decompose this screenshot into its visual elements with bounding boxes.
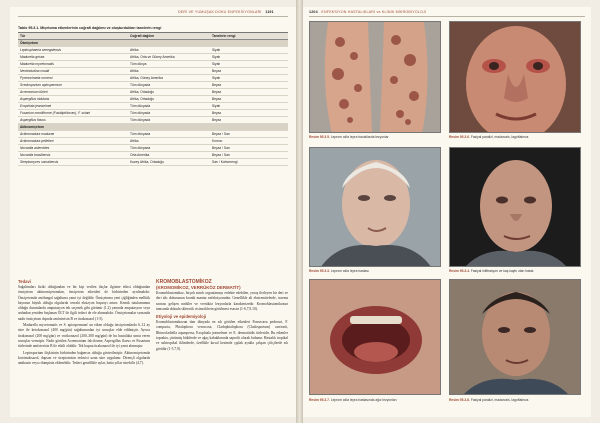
table-cell: Madurella mycetomatis [20,61,54,66]
paragraph: Kromoblastomikozun tüm dünyada en sık görülen etkenleri Fonsecaea pedrosoi, F. compacta, Phialophora verrucosa, Cladophialophora (Cladosporium) carrionii, Rhinocladiella aquaspersa, Exophiala jeanselmei ve E. dermatitidis türleridir. Bu etkenler toprakta, çürümüş bitkilerde ve ağaç kabuklarında saprofit olarak bulunur. Hastalık tropikal ve subtropikal iklimlerde, özellikle kırsal kesimde çıplak ayakla çalışan çiftçilerde sık görülür (1-5,7,9). [156,320,288,351]
table-header-cell: Coğrafi dağılım [130,33,154,38]
table-cell: Orta Amerika [130,152,150,157]
table-row [18,110,288,117]
table-row [18,159,288,166]
table-cell: Actinomadura madurae [20,131,55,136]
table-cell: Tüm dünyada [130,103,151,108]
table-cell: Beyaz [212,96,222,101]
table-cell: Tüm dünyada [130,145,151,150]
table-body [18,40,288,166]
table-cell: Actinomadura pelletieri [20,138,54,143]
table-cell: Beyaz [212,89,222,94]
table-cell: Beyaz / Sarı [212,152,230,157]
chapter-subtitle: (KROMOMİKOZ, VERRÜKÖZ DERMATİT) [156,285,241,290]
table-row [18,82,288,89]
facial-paralysis-illustration [450,148,581,267]
table-header-row [18,33,288,40]
table-cell: Siyah [212,103,221,108]
paragraph: Kromoblastomikoz, birçok sınırlı organizmayı enfekte edebilen, yavaş ilerleyen bir deri ve deri altı dokusunun kronik mantar enfeksiyonudur. Genellikle alt ekstremitelerde, travma sonrası gelişen nodüler ve verrüköz lezyonlarla karakterizedir. Kromoblastomikozun tanısında dokuda sklerotik cisimciklerin görülmesi esastır (1-6,7,9,10). [156,291,288,311]
table-cell: Aspergillus flavus [20,117,46,122]
table-cell: Neotestudina rosatii [20,68,50,73]
table-header-cell: Tür [20,33,26,38]
header-rule [18,16,288,17]
figure-label: Resim 95.3.5. [309,135,330,139]
figure-caption-text: Fasiyal paralizi, madarozis, lagoftalmus [470,398,529,402]
paragraph: Leptosporium ilişkisinin birbirinden bağımsız olduğu gösterilmiştir. Aktinomiçetomda kotrimoksazol, dapson ve streptomisin tedavisi uzun süre uygulanır. Dirençli olgularda amikasin veya rifampisin eklenebilir. Tedavi genellikle aylar, hatta yıllar sürebilir (4,7). [18,350,150,366]
left-page [10,7,296,417]
paragraph: Madurella mycetomatis ve S. apiospermum' un etken olduğu önsiçetomlarda 6–12 ay süre ile ketokonazol (400 mg/gün) sağaltımından iyi sonuçlar elde edilmiştir. Ayrıca itrakonazol (200 mg/gün) ve vorikonazol (200–300 mg/gün) de bu hastalıkta umut veren sonuçlar vermiştir. Nadir görülen Acremonium falciforme, Aspergillus flavus ve Fusarium türlerinde amfoterisin B ile etkili olabilir. Tek başına itrakonazol ile iyi yanıt alınmıştır. [18,323,150,349]
running-head-text: DERİ VE YUMUŞAK DOKU ENFEKSİYONLARI [178,10,262,14]
table-cell: Exophiala jeanselmei [20,103,52,108]
table-row [18,138,288,145]
table-cell: Siyah [212,61,221,66]
figure-label: Resim 95.3.6. [449,135,470,139]
table-section-title: Ökmiçetom [20,40,38,45]
table-cell: Scedosporium apiospermum [20,82,62,87]
table-row [18,96,288,103]
table-cell: Aspergillus nidulans [20,96,50,101]
chapter-heading: KROMOBLASTOMİKOZ [156,279,212,285]
table-row [18,103,288,110]
young-patient-illustration [450,280,581,395]
table-cell: Leptosphaeria senegalensis [20,47,62,52]
table-cell: Tüm dünyada [130,82,151,87]
table-cell: Siyah [212,75,221,80]
header-rule [309,16,585,17]
table-cell: Kırmızı [212,138,223,143]
figure-label: Resim 95.3.4. [449,269,470,273]
figure-caption [309,398,397,402]
table-cell: Tüm dünyada [130,117,151,122]
face-infiltration-photo [449,21,581,133]
figure-label: Resim 95.3.7. [309,398,330,402]
table-cell: Nocardia brasiliensis [20,152,51,157]
table-cell: Beyaz / Sarı [212,145,230,150]
table-cell: Madurella grisea [20,54,45,59]
table-row [18,68,288,75]
table-cell: Afrika, Ortadoğu [130,89,155,94]
table-cell: Nocardia asteroides [20,145,50,150]
table-row [18,145,288,152]
table-cell: Beyaz [212,68,222,73]
figure-caption [449,269,533,273]
figure-label: Resim 95.3.8. [449,398,470,402]
figure-caption-text: Leprom atöz lepra bacaklarda lezyonlar [330,135,389,139]
figure-caption [449,135,528,139]
section-heading: Tedavi [18,279,31,284]
table-cell: Beyaz [212,110,222,115]
page-number: 1191 [265,10,274,14]
table-cell: Afrika, Ortadoğu [130,96,155,101]
figure-caption-text: Fasiyal infiltrasyon ve kaş kaybı olan hasta [470,269,534,273]
oral-lesion-illustration [310,280,441,395]
legs-lesion-photo [309,21,441,133]
figure-caption-text: Leprom atöz lepra hastası [330,269,369,273]
left-running-head [178,10,274,14]
table-section-row [18,124,288,131]
table-cell: Fusarium moniliforme (Fusidiphilorum), F. solani [20,110,91,115]
paragraph: Sağaltımları fiziki olduğundan ve bir kişi verilen ilaçlar ilgisine etkisi olduğundan önsiçetom aktinomiçetomdan, önsiçetom etkenleri de birbirinden ayrılmalıdır. Önsiçetomda antifungal sağaltıma yanıt iyi değildir. Önsiçetoma yeni çiğliğinden mellitik bayrasın büyük olduğu olgularda cerrahi eksizyon başarıyı artırır. Kemik tutulumunun olduğu durumlarda amputasyon tek seçenek gibi görünür (1,2) yanında amputasyon veya ardından yeniden başlanan ÖLT ile ilgili tedavi de ele alınmalıdır. Önsiçetomalar sırasında nadir önsiçetom dışında amfoterisin B ve itrakonazol (1-5). [18,285,150,321]
table-row [18,117,288,124]
table-cell: Beyaz [212,82,222,87]
oral-lesion-photo [309,279,441,395]
running-head-text: ENFEKSİYON HASTALIKLARI ve KLİNİK MİKROBİYOLOJİ [321,10,427,14]
table-section-title: Aktinomiçetom [20,124,44,129]
table-cell: Afrika, Güney Amerika [130,75,163,80]
table-cell: Pyrenochaeta romeroi [20,75,53,80]
table-cell: Afrika [130,138,139,143]
figure-caption [449,398,528,402]
figure-caption [309,135,389,139]
facial-paralysis-photo [449,147,581,267]
page-number: 1204 [309,10,318,14]
table-cell: Tüm dünya [130,61,147,66]
table-cell: Siyah [212,47,221,52]
table-cell: Beyaz / Sarı [212,131,230,136]
face-illustration [450,22,581,133]
right-running-head [309,10,426,14]
table-cell: Siyah [212,54,221,59]
right-page [303,7,591,417]
figure-caption-text: Leprom atöz lepra hastasında ağız lezyonları [330,398,397,402]
chromoblastomycosis-column [156,279,288,353]
book-gutter [296,0,303,423]
figure-caption-text: Fasiyal paralizi, madarozis, lagoftalmus [470,135,529,139]
table-cell: Tüm dünyada [130,131,151,136]
table-cell: Streptomyces somaliensis [20,159,59,164]
table-cell: Afrika [130,68,139,73]
legs-lesion-illustration [310,22,441,133]
mycetoma-table [18,25,288,166]
table-row [18,54,288,61]
figure-caption [309,269,369,273]
elderly-patient-illustration [310,148,441,267]
table-cell: Acremonium türleri [20,89,48,94]
table-cell: Afrika, Orta ve Güney Amerika [130,54,175,59]
table-caption: Tablo 95.3.1. Miçetoma etkenlerinin coğrafi dağılımı ve oluşturdukları tanelerin rengi [18,25,288,33]
treatment-column [18,279,150,367]
table-cell: Tüm dünyada [130,110,151,115]
table-row [18,47,288,54]
table-row [18,75,288,82]
table-cell: Sarı / Kahverengi [212,159,238,164]
table-cell: Afrika [130,47,139,52]
young-patient-photo [449,279,581,395]
elderly-patient-photo [309,147,441,267]
table-section-row [18,40,288,47]
table-cell: Beyaz [212,117,222,122]
table-header-cell: Tanelerin rengi [212,33,236,38]
table-row [18,131,288,138]
table-cell: Kuzey Afrika, Ortadoğu [130,159,164,164]
subsection-heading: Etiyoloji ve epidemiyoloji [156,314,207,320]
table-row [18,152,288,159]
table-row [18,89,288,96]
table-row [18,61,288,68]
figure-label: Resim 95.3.3. [309,269,330,273]
